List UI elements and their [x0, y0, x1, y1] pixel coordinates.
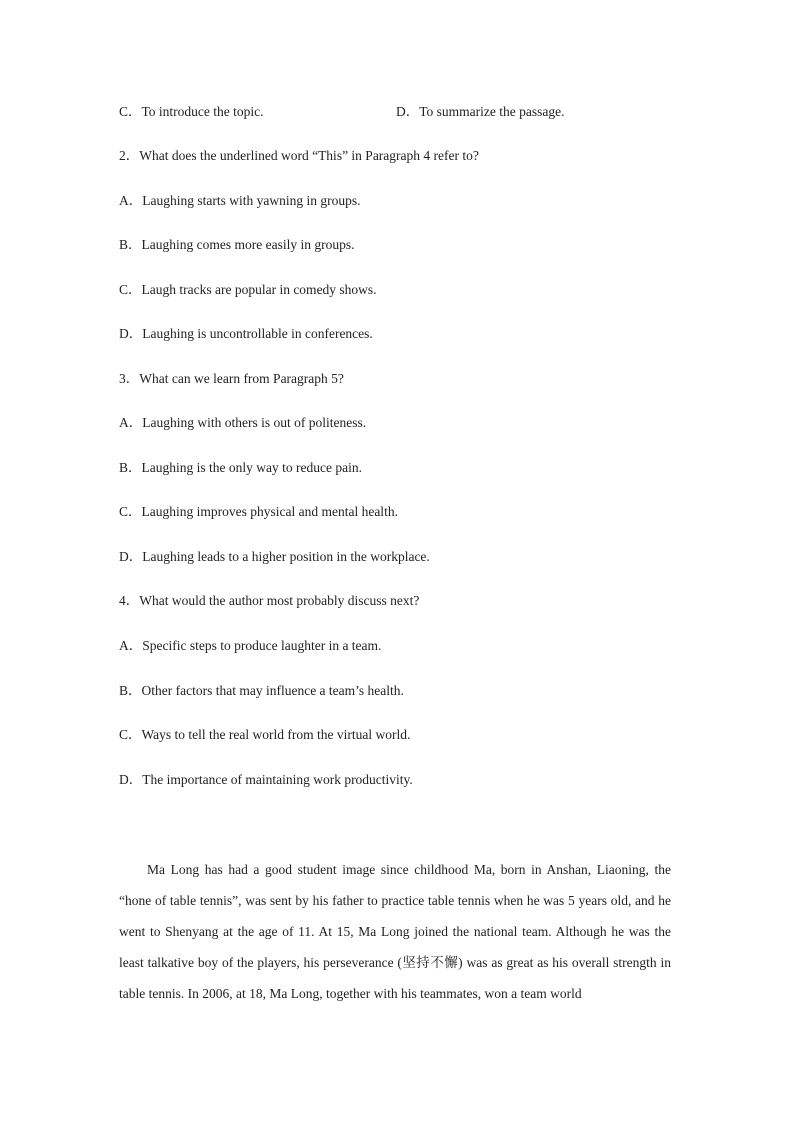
reading-passage — [119, 854, 671, 1009]
q4-option-a: A．Specific steps to produce laughter in a team. — [119, 638, 382, 653]
passage-paragraph: Ma Long has had a good student image since childhood Ma, born in Anshan, Liaoning, the “hone of table tennis”, was sent by his father to practice table tennis when he was 5 years old, and he went to Shenyang at the age of 11. At 15, Ma Long joined the national team. Although he was the least talkative boy of the players, his perseverance (坚持不懈) was as great as his overall strength in table tennis. In 2006, at 18, Ma Long, together with his teammates, won a team world — [119, 862, 671, 1001]
q2-option-d: D．Laughing is uncontrollable in conferences. — [119, 326, 373, 341]
q2-stem: 2．What does the underlined word “This” in Paragraph 4 refer to? — [119, 148, 479, 163]
q3-option-a: A．Laughing with others is out of politeness. — [119, 415, 367, 430]
q4-option-c: C．Ways to tell the real world from the virtual world. — [119, 727, 411, 742]
q2-option-a: A．Laughing starts with yawning in groups. — [119, 193, 361, 208]
q3-option-d: D．Laughing leads to a higher position in the workplace. — [119, 549, 430, 564]
q3-option-c: C．Laughing improves physical and mental health. — [119, 504, 398, 519]
q1-option-c: C．To introduce the topic. — [119, 104, 264, 119]
q2-option-b: B．Laughing comes more easily in groups. — [119, 237, 355, 252]
q3-option-b: B．Laughing is the only way to reduce pain. — [119, 460, 362, 475]
q1-option-d: D．To summarize the passage. — [396, 104, 565, 119]
q4-stem: 4．What would the author most probably discuss next? — [119, 593, 420, 608]
q4-option-b: B．Other factors that may influence a team’s health. — [119, 683, 404, 698]
q3-stem: 3．What can we learn from Paragraph 5? — [119, 371, 344, 386]
q4-option-d: D．The importance of maintaining work productivity. — [119, 772, 413, 787]
q2-option-c: C．Laugh tracks are popular in comedy shows. — [119, 282, 377, 297]
